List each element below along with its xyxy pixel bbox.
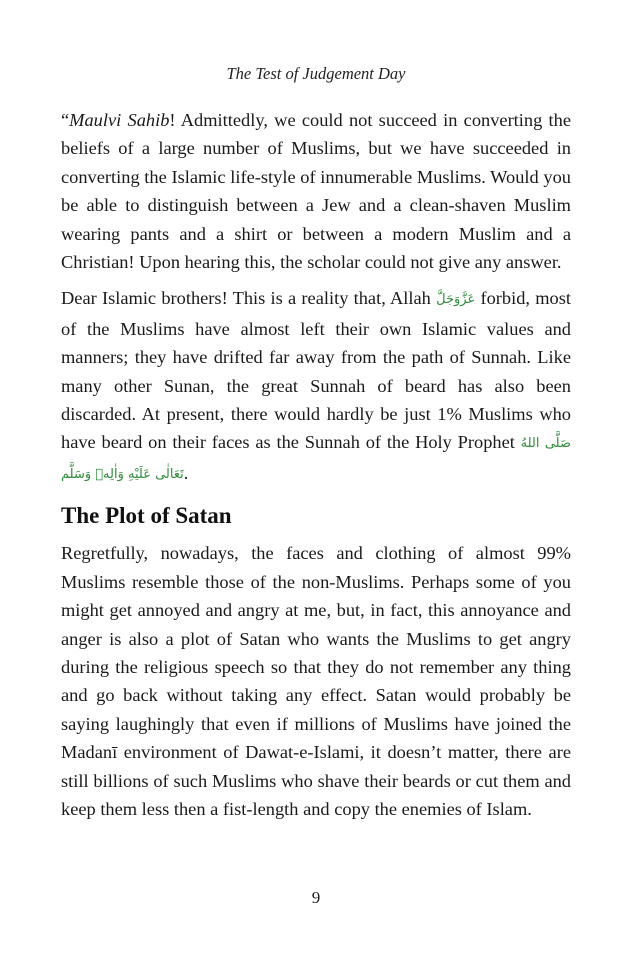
arabic-honorific-allah: عَزَّوَجَلَّ [436,292,476,308]
paragraph-1-text: ! Admittedly, we could not succeed in converting the beliefs of a large number of Muslims, but we have succeeded in converting the Islamic life-style of innumerable Muslims. Would you be able to distinguish between a Jew and a clean-shaven Muslim wearing pants and a shirt or between a modern Muslim and a Christian! Upon hearing this, the scholar could not give any answer. [61,110,572,273]
paragraph-2-end: . [183,462,189,483]
paragraph-2-text-before: Dear Islamic brothers! This is a reality that, Allah [61,288,437,309]
open-quote: “ [61,110,70,130]
body-text [61,106,571,831]
page-number: 9 [311,888,321,907]
paragraph-1 [61,106,571,276]
italic-term: Maulvi Sahib [69,110,170,130]
paragraph-3: Regretfully, nowadays, the faces and clothing of almost 99% Muslims resemble those of the non-Muslims. Perhaps some of you might get annoyed and angry at me, but, in fact, this annoyance and anger is also a plot of Satan who wants the Muslims to get angry during the religious speech so that they do not remember any thing and go back without taking any effect. Satan would probably be saying laughingly that even if millions of Muslims have joined the Madanī environment of Dawat-e-Islami, it doesn’t matter, there are still billions of such Muslims who shave their beards or cut them and keep them less then a fist-length and copy the enemies of Islam. [61,543,571,819]
running-header: The Test of Judgement Day [226,64,406,83]
section-heading: The Plot of Satan [61,503,232,529]
paragraph-2 [61,284,571,489]
paragraph-2-text-after: forbid, most of the Muslims have almost left their own Islamic values and manners; they have drifted far away from the path of Sunnah. Like many other Sunan, the great Sunnah of beard has also been discarded. At present, there would hardly be just 1% Muslims who have beard on their faces as the Sunnah of the Holy Prophet [61,288,571,453]
book-page [61,0,571,959]
arabic-honorific-prophet: صَلَّى اللهُ تَعَالٰى عَلَيْهِ وَاٰلِهٖ وَسَلَّم [61,436,572,482]
